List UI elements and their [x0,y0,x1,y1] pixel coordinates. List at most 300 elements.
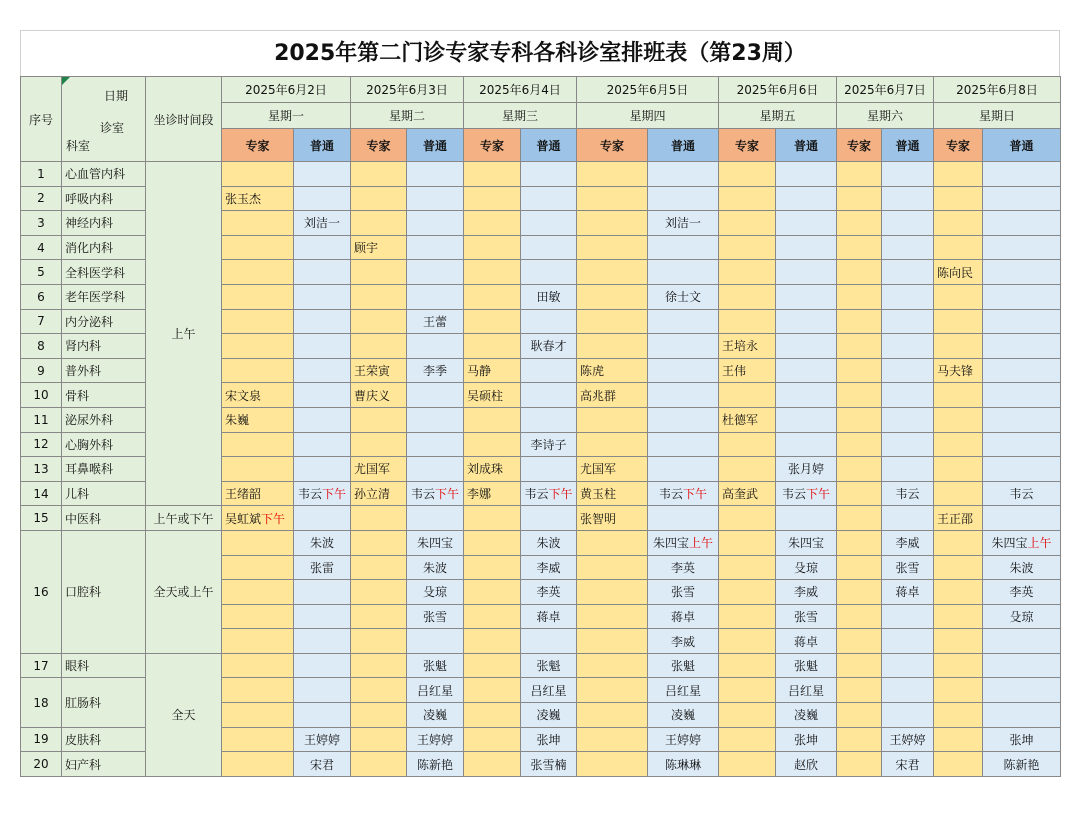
doctor-name: 朱巍 [225,413,250,428]
doctor-name: 张雪 [670,585,695,600]
general-cell [521,358,577,383]
doctor-name: 朱波 [1009,560,1034,575]
general-cell [776,309,837,334]
time-slot: 上午或下午 [146,506,222,531]
general-cell [521,284,577,309]
doctor-name: 赵欣 [793,757,818,772]
expert-cell [351,703,407,728]
general-cell [983,555,1061,580]
general-cell [882,309,934,334]
general-cell [983,703,1061,728]
dept-name: 消化内科 [62,235,146,260]
expert-cell [837,457,882,482]
general-cell [648,432,719,457]
general-cell [983,186,1061,211]
row-seq: 18 [21,678,62,727]
general-cell [521,653,577,678]
expert-cell [577,211,648,236]
row-seq: 7 [21,309,62,334]
doctor-name: 王婷婷 [303,732,340,747]
row-seq: 12 [21,432,62,457]
dept-name: 普外科 [62,358,146,383]
expert-cell [222,186,294,211]
dept-name: 口腔科 [62,530,146,653]
general-cell [882,752,934,777]
expert-cell [577,162,648,187]
doctor-name: 陈新艳 [416,757,453,772]
expert-cell [351,235,407,260]
row-seq: 13 [21,457,62,482]
general-cell [521,211,577,236]
expert-cell [464,530,521,555]
general-cell [521,629,577,654]
dept-name: 骨科 [62,383,146,408]
expert-cell [464,162,521,187]
doctor-name: 尤国军 [580,462,617,477]
expert-cell [222,162,294,187]
general-cell [983,162,1061,187]
expert-type-header: 专家 [222,129,294,162]
dept-name: 儿科 [62,481,146,506]
general-cell [407,752,464,777]
general-cell [648,383,719,408]
doctor-name: 殳琼 [1009,609,1034,624]
general-cell [882,162,934,187]
dept-name: 中医科 [62,506,146,531]
date-header: 2025年6月3日 [351,77,464,103]
doctor-name: 李季 [422,364,447,379]
dept-name: 呼吸内科 [62,186,146,211]
expert-cell [351,358,407,383]
expert-cell [934,407,983,432]
general-cell [407,358,464,383]
expert-cell [577,383,648,408]
general-cell [407,727,464,752]
expert-cell [719,481,776,506]
general-cell [648,580,719,605]
general-cell [882,260,934,285]
expert-cell [464,457,521,482]
doctor-name: 朱四宝 [652,536,689,551]
expert-cell [351,506,407,531]
expert-cell [719,653,776,678]
expert-cell [837,235,882,260]
table-row [21,162,1061,187]
general-cell [882,727,934,752]
dept-name: 肛肠科 [62,678,146,727]
expert-cell [351,309,407,334]
expert-type-header: 专家 [934,129,983,162]
doctor-name: 凌巍 [422,708,447,723]
doctor-name: 张魁 [793,659,818,674]
general-cell [294,629,351,654]
general-cell [294,727,351,752]
expert-cell [934,752,983,777]
general-cell [521,678,577,703]
doctor-name: 孙立清 [354,487,391,502]
row-seq: 5 [21,260,62,285]
expert-cell [934,653,983,678]
general-cell [776,752,837,777]
general-cell [983,358,1061,383]
expert-cell [577,432,648,457]
general-cell [648,506,719,531]
expert-cell [837,653,882,678]
general-cell [294,260,351,285]
corner-dept-label: 科室 [66,139,91,153]
general-cell [882,407,934,432]
expert-cell [719,432,776,457]
general-cell [407,211,464,236]
general-cell [983,752,1061,777]
doctor-name: 王绪韶 [225,487,262,502]
time-note: 下午 [261,511,286,526]
general-cell [294,481,351,506]
doctor-name: 张坤 [536,732,561,747]
general-cell [882,678,934,703]
expert-cell [934,334,983,359]
general-cell [294,186,351,211]
general-cell [294,309,351,334]
general-cell [983,211,1061,236]
doctor-name: 韦云 [410,487,435,502]
doctor-name: 陈向民 [937,265,974,280]
doctor-name: 王婷婷 [416,732,453,747]
expert-cell [464,703,521,728]
general-cell [882,334,934,359]
expert-cell [351,580,407,605]
general-cell [294,530,351,555]
general-cell [983,235,1061,260]
general-cell [407,383,464,408]
expert-cell [464,334,521,359]
general-cell [294,506,351,531]
doctor-name: 张雪楠 [530,757,567,772]
expert-cell [464,580,521,605]
general-cell [882,506,934,531]
doctor-name: 李娜 [467,487,492,502]
general-cell [648,284,719,309]
expert-cell [934,530,983,555]
general-cell [407,284,464,309]
expert-cell [719,309,776,334]
row-seq: 1 [21,162,62,187]
expert-cell [351,432,407,457]
expert-cell [577,506,648,531]
general-cell [776,481,837,506]
doctor-name: 殳琼 [793,560,818,575]
expert-cell [719,530,776,555]
expert-cell [837,580,882,605]
expert-cell [577,260,648,285]
general-cell [776,703,837,728]
page-title: 2025年第二门诊专家专科各科诊室排班表（第23周） [20,30,1060,76]
general-cell [294,580,351,605]
general-cell [407,334,464,359]
expert-cell [934,506,983,531]
general-cell [521,752,577,777]
doctor-name: 李英 [536,585,561,600]
expert-cell [837,334,882,359]
schedule-sheet [20,30,1060,777]
doctor-name: 王荣寅 [354,364,391,379]
expert-cell [464,727,521,752]
expert-cell [222,506,294,531]
date-header: 2025年6月4日 [464,77,577,103]
doctor-name: 顾宇 [354,241,379,256]
general-cell [294,604,351,629]
doctor-name: 张雪 [895,560,920,575]
general-cell [294,432,351,457]
expert-cell [222,604,294,629]
expert-cell [351,481,407,506]
expert-cell [719,235,776,260]
time-slot: 全天 [146,653,222,776]
general-cell [776,407,837,432]
general-cell [648,604,719,629]
general-cell [294,407,351,432]
general-cell [521,506,577,531]
expert-cell [351,383,407,408]
general-cell [521,162,577,187]
expert-cell [222,481,294,506]
expert-cell [577,235,648,260]
row-seq: 16 [21,530,62,653]
dept-name: 内分泌科 [62,309,146,334]
general-cell [776,727,837,752]
general-cell [407,457,464,482]
expert-cell [222,334,294,359]
general-cell [983,506,1061,531]
expert-cell [351,678,407,703]
general-cell [983,727,1061,752]
general-cell [648,162,719,187]
expert-cell [222,555,294,580]
expert-cell [934,580,983,605]
date-header: 2025年6月5日 [577,77,719,103]
doctor-name: 刘洁一 [303,216,340,231]
expert-cell [577,727,648,752]
doctor-name: 杜德军 [722,413,759,428]
schedule-table [20,76,1061,777]
expert-type-header: 专家 [837,129,882,162]
doctor-name: 张月婷 [787,462,824,477]
expert-cell [222,727,294,752]
expert-cell [837,555,882,580]
doctor-name: 韦云 [895,487,920,502]
weekday-header: 星期日 [934,103,1061,129]
general-cell [521,334,577,359]
general-cell [776,604,837,629]
expert-cell [464,235,521,260]
general-cell [407,555,464,580]
general-cell [882,284,934,309]
general-cell [983,530,1061,555]
doctor-name: 李英 [670,560,695,575]
expert-cell [577,580,648,605]
general-cell [882,457,934,482]
doctor-name: 李威 [536,560,561,575]
expert-cell [837,727,882,752]
general-cell [882,358,934,383]
expert-cell [351,530,407,555]
general-type-header: 普通 [983,129,1061,162]
time-slot: 上午 [146,162,222,506]
expert-cell [719,604,776,629]
general-cell [407,506,464,531]
expert-cell [837,309,882,334]
doctor-name: 凌巍 [536,708,561,723]
doctor-name: 黄玉柱 [580,487,617,502]
expert-type-header: 专家 [464,129,521,162]
general-type-header: 普通 [407,129,464,162]
doctor-name: 张魁 [422,659,447,674]
general-cell [407,407,464,432]
general-cell [521,260,577,285]
expert-cell [351,653,407,678]
expert-cell [351,162,407,187]
expert-cell [464,260,521,285]
general-cell [648,481,719,506]
dept-name: 泌尿外科 [62,407,146,432]
general-cell [407,629,464,654]
time-note: 下午 [806,487,831,502]
expert-cell [719,358,776,383]
dept-name: 心胸外科 [62,432,146,457]
expert-cell [934,555,983,580]
expert-cell [837,530,882,555]
general-cell [294,162,351,187]
general-cell [776,580,837,605]
general-cell [983,407,1061,432]
expert-cell [577,457,648,482]
expert-cell [464,432,521,457]
date-header: 2025年6月6日 [719,77,837,103]
expert-cell [577,309,648,334]
expert-cell [837,481,882,506]
expert-cell [464,752,521,777]
general-type-header: 普通 [882,129,934,162]
expert-cell [934,309,983,334]
expert-cell [934,284,983,309]
general-cell [776,530,837,555]
row-seq: 9 [21,358,62,383]
expert-cell [719,407,776,432]
doctor-name: 张雷 [309,560,334,575]
expert-cell [351,334,407,359]
general-cell [983,309,1061,334]
table-row [21,506,1061,531]
expert-cell [719,186,776,211]
general-cell [521,727,577,752]
general-cell [294,284,351,309]
general-type-header: 普通 [776,129,837,162]
expert-cell [222,629,294,654]
general-cell [776,457,837,482]
expert-cell [464,653,521,678]
general-cell [882,580,934,605]
general-cell [983,481,1061,506]
expert-cell [222,235,294,260]
time-note: 下午 [435,487,460,502]
general-type-header: 普通 [521,129,577,162]
doctor-name: 张雪 [422,609,447,624]
time-note: 下午 [683,487,708,502]
doctor-name: 韦云 [524,487,549,502]
general-cell [983,432,1061,457]
date-header: 2025年6月8日 [934,77,1061,103]
dept-name: 皮肤科 [62,727,146,752]
weekday-header: 星期六 [837,103,934,129]
expert-cell [719,629,776,654]
expert-cell [934,358,983,383]
expert-cell [577,604,648,629]
doctor-name: 李英 [1009,585,1034,600]
general-cell [521,604,577,629]
expert-cell [351,407,407,432]
doctor-name: 宋文泉 [225,388,262,403]
general-cell [407,162,464,187]
general-type-header: 普通 [648,129,719,162]
expert-cell [222,457,294,482]
row-seq: 11 [21,407,62,432]
time-note: 下午 [548,487,573,502]
expert-cell [837,211,882,236]
dept-name: 神经内科 [62,211,146,236]
expert-cell [934,457,983,482]
general-cell [776,358,837,383]
doctor-name: 凌巍 [793,708,818,723]
expert-cell [719,260,776,285]
expert-cell [577,530,648,555]
expert-cell [222,653,294,678]
general-cell [648,457,719,482]
general-cell [407,530,464,555]
time-note: 上午 [1027,536,1052,551]
expert-cell [837,284,882,309]
expert-cell [719,506,776,531]
general-cell [407,653,464,678]
weekday-header: 星期五 [719,103,837,129]
general-cell [882,481,934,506]
general-cell [521,457,577,482]
doctor-name: 吕红星 [664,683,701,698]
general-cell [521,432,577,457]
doctor-name: 张玉杰 [225,191,262,206]
doctor-name: 朱波 [536,536,561,551]
general-cell [648,407,719,432]
general-cell [882,530,934,555]
general-cell [882,604,934,629]
expert-cell [577,629,648,654]
expert-cell [222,358,294,383]
doctor-name: 曹庆义 [354,388,391,403]
doctor-name: 朱波 [422,560,447,575]
dept-name: 全科医学科 [62,260,146,285]
general-cell [776,629,837,654]
doctor-name: 张坤 [1009,732,1034,747]
general-cell [648,211,719,236]
doctor-name: 李威 [670,634,695,649]
expert-cell [934,235,983,260]
general-cell [776,678,837,703]
doctor-name: 韦云 [297,487,322,502]
doctor-name: 吴虹斌 [225,511,262,526]
expert-cell [351,629,407,654]
corner-date-label: 日期 [104,89,129,103]
general-cell [407,703,464,728]
expert-cell [719,727,776,752]
